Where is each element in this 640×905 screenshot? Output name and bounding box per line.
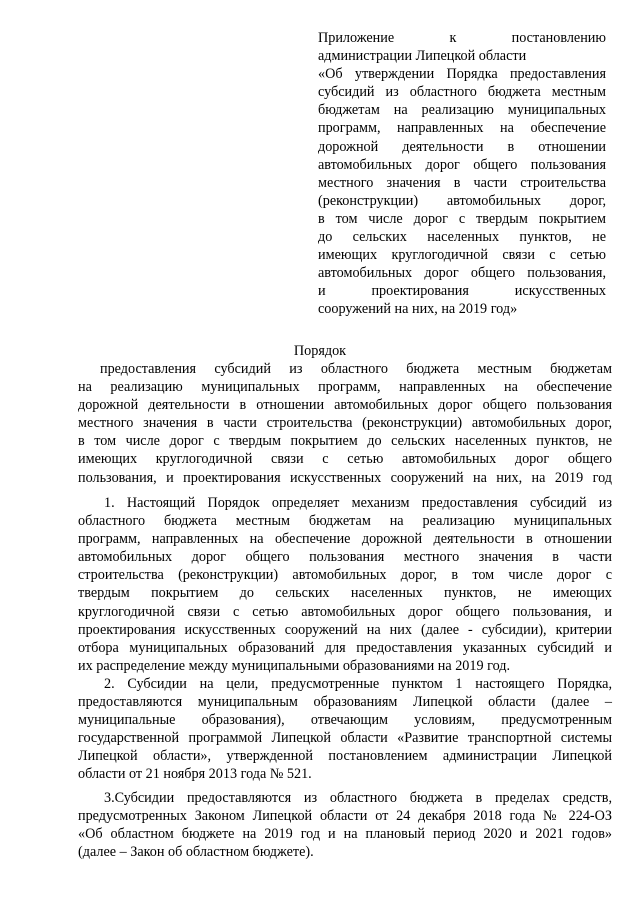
paragraph-3 [78, 789, 612, 861]
appendix-line: администрации Липецкой области [318, 48, 527, 65]
subtitle-line: имеющих круглогодичной связи с сетью автомобильных дорог общего [78, 451, 612, 468]
subtitle-line: пользования, и проектирования искусственных сооружений на них, на 2019 год [78, 469, 612, 486]
appendix-line: автомобильных дорог общего пользования [318, 156, 606, 173]
paragraph-2 [78, 675, 612, 784]
paragraph-line: программ, направленных на обеспечение дорожной деятельности в отношении [78, 531, 612, 548]
appendix-header [318, 29, 606, 319]
paragraph-line: автомобильных дорог общего пользования местного значения в части [78, 549, 612, 566]
appendix-line: субсидий из областного бюджета местным [318, 84, 606, 101]
paragraph-line: государственной программой Липецкой области «Развитие транспортной системы [78, 730, 612, 747]
paragraph-line: муниципальные образования), отвечающим условиям, предусмотренным [78, 712, 612, 729]
appendix-line: местного значения в части строительства [318, 174, 606, 191]
paragraph-line: 3.Субсидии предоставляются из областного бюджета в пределах средств, [104, 789, 612, 806]
appendix-line: сооружений на них, на 2019 год» [318, 301, 518, 318]
appendix-line: и проектирования искусственных [318, 283, 606, 300]
paragraph-line: Липецкой области», утвержденной постановлением администрации Липецкой [78, 748, 612, 765]
appendix-line: (реконструкции) автомобильных дорог, [318, 192, 606, 209]
subtitle-line: на реализацию муниципальных программ, направленных на обеспечение [78, 379, 612, 396]
paragraph-1 [78, 494, 612, 675]
paragraph-line: 1. Настоящий Порядок определяет механизм предоставления субсидий из [104, 495, 612, 511]
paragraph-line: проектирования искусственных сооружений на них (далее - субсидии), критерии [78, 621, 612, 638]
appendix-line: в том числе дорог с твердым покрытием [318, 210, 606, 227]
paragraph-line: твердым покрытием до сельских населенных пунктов, не имеющих [78, 585, 612, 602]
subtitle-line: предоставления субсидий из областного бюджета местным бюджетам [100, 361, 612, 377]
subtitle-line: местного значения в части строительства (реконструкции) автомобильных дорог, [78, 415, 612, 432]
appendix-line: программ, направленных на обеспечение [318, 120, 606, 137]
paragraph-line: «Об областном бюджете на 2019 год и на плановый период 2020 и 2021 годов» [78, 825, 612, 842]
paragraph-line: (далее – Закон об областном бюджете). [78, 843, 314, 860]
paragraph-line: 2. Субсидии на цели, предусмотренные пунктом 1 настоящего Порядка, [104, 675, 612, 692]
paragraph-line: круглогодичной связи с сетью автомобильных дорог общего пользования, и [78, 603, 612, 620]
paragraph-line: областного бюджета местным бюджетам на реализацию муниципальных [78, 513, 612, 530]
paragraph-line: строительства (реконструкции) автомобильных дорог, в том числе дорог с [78, 567, 612, 584]
appendix-line: до сельских населенных пунктов, не [318, 229, 606, 246]
document-body [78, 494, 612, 861]
document-title: Порядок [293, 343, 347, 359]
appendix-line: «Об утверждении Порядка предоставления [318, 66, 606, 83]
paragraph-line: их распределение между муниципальными образованиями на 2019 год. [78, 657, 511, 674]
document-subtitle [78, 360, 612, 487]
paragraph-line: предоставляются муниципальным образованиям Липецкой области (далее – [78, 694, 612, 711]
appendix-line: автомобильных дорог общего пользования, [318, 265, 606, 282]
paragraph-line: отбора муниципальных образований для предоставления указанных субсидий и [78, 639, 612, 656]
appendix-line: Приложение к постановлению [318, 30, 606, 46]
subtitle-line: дорожной деятельности в отношении автомобильных дорог общего пользования [78, 397, 612, 414]
paragraph-line: предусмотренных Законом Липецкой области от 24 декабря 2018 года № 224-ОЗ [78, 807, 612, 824]
subtitle-line: в том числе дорог с твердым покрытием до сельских населенных пунктов, не [78, 433, 612, 450]
appendix-line: дорожной деятельности в отношении [318, 138, 606, 155]
appendix-line: имеющих круглогодичной связи с сетью [318, 247, 606, 264]
paragraph-line: области от 21 ноября 2013 года № 521. [78, 766, 312, 783]
appendix-line: бюджетам на реализацию муниципальных [318, 102, 606, 119]
